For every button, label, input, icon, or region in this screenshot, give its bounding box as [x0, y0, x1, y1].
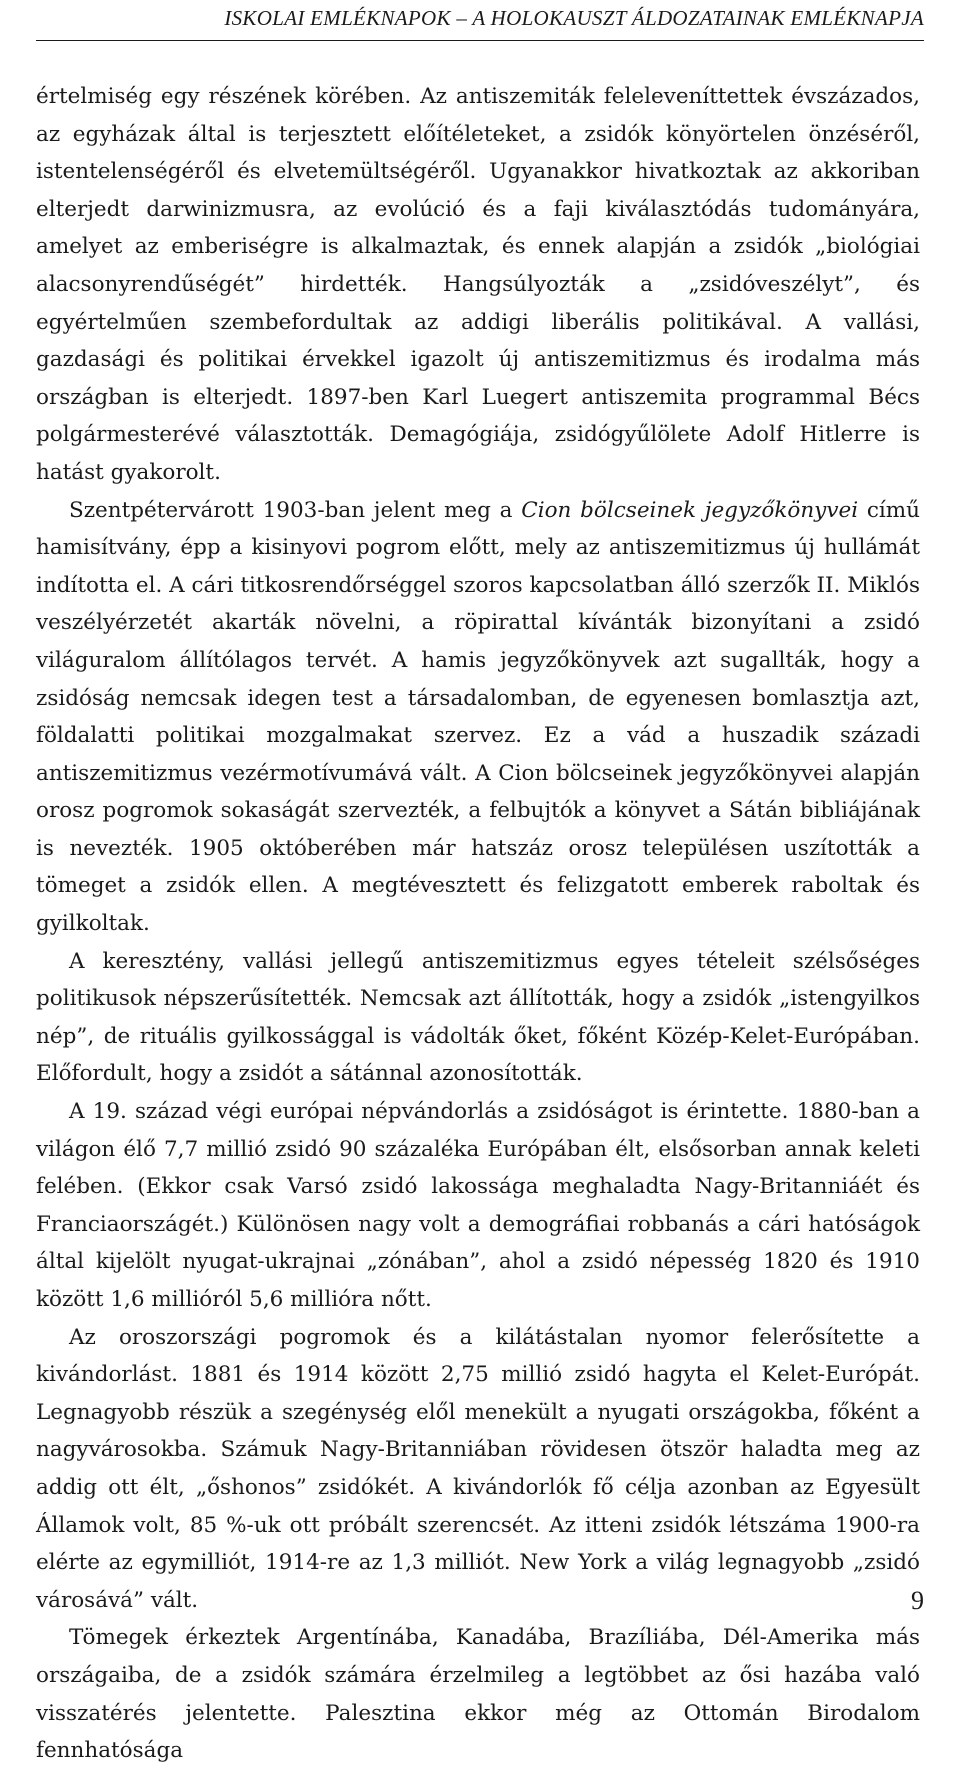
paragraph-2-lead: Szentpétervárott 1903-ban jelent meg a	[69, 497, 522, 523]
paragraph-6: Tömegek érkeztek Argentínába, Kanadába, Brazíliába, Dél-Amerika más országaiba, de a zsidók számára érzelmileg a legtöbbet az ősi hazába való visszatérés jelentette. Palesztina ekkor még az Ottomán Birodalom fennhatósága	[36, 1625, 920, 1764]
running-header: ISKOLAI EMLÉKNAPOK – A HOLOKAUSZT ÁLDOZATAINAK EMLÉKNAPJA	[224, 6, 924, 30]
paragraph-4: A 19. század végi európai népvándorlás a zsidóságot is érintette. 1880-ban a világon élő 7,7 millió zsidó 90 százaléka Európában élt, elsősorban annak keleti felében. (Ekkor csak Varsó zsidó lakossága meghaladta Nagy-Britanniáét és Franciaországét.) Különösen nagy volt a demográfiai robbanás a cári hatóságok által kijelölt nyugat-ukrajnai „zónában”, ahol a zsidó népesség 1820 és 1910 között 1,6 millióról 5,6 millióra nőtt.	[36, 1099, 920, 1312]
book-title: Cion bölcseinek jegyzőkönyvei	[521, 497, 859, 523]
paragraph-2	[36, 492, 920, 943]
header-rule	[36, 40, 924, 41]
paragraph-2-rest: című hamisítvány, épp a kisinyovi pogrom előtt, mely az antiszemitizmus új hullámát indította el. A cári titkosrendőrséggel szoros kapcsolatban álló szerzők II. Miklós veszélyérzetét akarták növelni, a röpirattal kívánták bizonyítani a zsidó világuralom állítólagos tervét. A hamis jegyzőkönyvek azt sugallták, hogy a zsidóság nemcsak idegen test a társadalomban, de egyenesen bomlasztja azt, földalatti politikai mozgalmakat szervez. Ez a vád a huszadik századi antiszemitizmus vezérmotívumává vált. A Cion bölcseinek jegyzőkönyvei alapján orosz pogromok sokaságát szervezték, a felbujtók a könyvet a Sátán bibliájának is nevezték. 1905 októberében már hatszáz orosz településen uszították a tömeget a zsidók ellen. A megtévesztett és felizgatott emberek raboltak és gyilkoltak.	[36, 497, 920, 937]
body-text	[36, 78, 920, 1770]
page-number: 9	[911, 1586, 924, 1615]
paragraph-5: Az oroszországi pogromok és a kilátástalan nyomor felerősítette a kivándorlást. 1881 és 1914 között 2,75 millió zsidó hagyta el Kelet-Európát. Legnagyobb részük a szegénység elől menekült a nyugati országokba, főként a nagyvárosokba. Számuk Nagy-Britanniában rövidesen ötször haladta meg az addig ott élt, „őshonos” zsidókét. A kivándorlók fő célja azonban az Egyesült Államok volt, 85 %-uk ott próbált szerencsét. Az itteni zsidók létszáma 1900-ra elérte az egymilliót, 1914-re az 1,3 milliót. New York a világ legnagyobb „zsidó városává” vált.	[36, 1324, 920, 1613]
paragraph-3: A keresztény, vallási jellegű antiszemitizmus egyes tételeit szélsőséges politikusok népszerűsítették. Nemcsak azt állították, hogy a zsidók „istengyilkos nép”, de rituális gyilkossággal is vádolták őket, főként Közép-Kelet-Európában. Előfordult, hogy a zsidót a sátánnal azonosították.	[36, 948, 920, 1087]
paragraph-1: értelmiség egy részének körében. Az antiszemiták feleleveníttettek évszázados, az egyházak által is terjesztett előítéleteket, a zsidók könyörtelen önzéséről, istentelenségéről és elvetemültségéről. Ugyanakkor hivatkoztak az akkoriban elterjedt darwinizmusra, az evolúció és a faji kiválasztódás tudományára, amelyet az emberiségre is alkalmaztak, és ennek alapján a zsidók „biológiai alacsonyrendűségét” hirdették. Hangsúlyozták a „zsidóveszélyt”, és egyértelműen szembefordultak az addigi liberális politikával. A vallási, gazdasági és politikai érvekkel igazolt új antiszemitizmus és irodalma más országban is elterjedt. 1897-ben Karl Luegert antiszemita programmal Bécs polgármesterévé választották. Demagógiája, zsidógyűlölete Adolf Hitlerre is hatást gyakorolt.	[36, 84, 920, 485]
